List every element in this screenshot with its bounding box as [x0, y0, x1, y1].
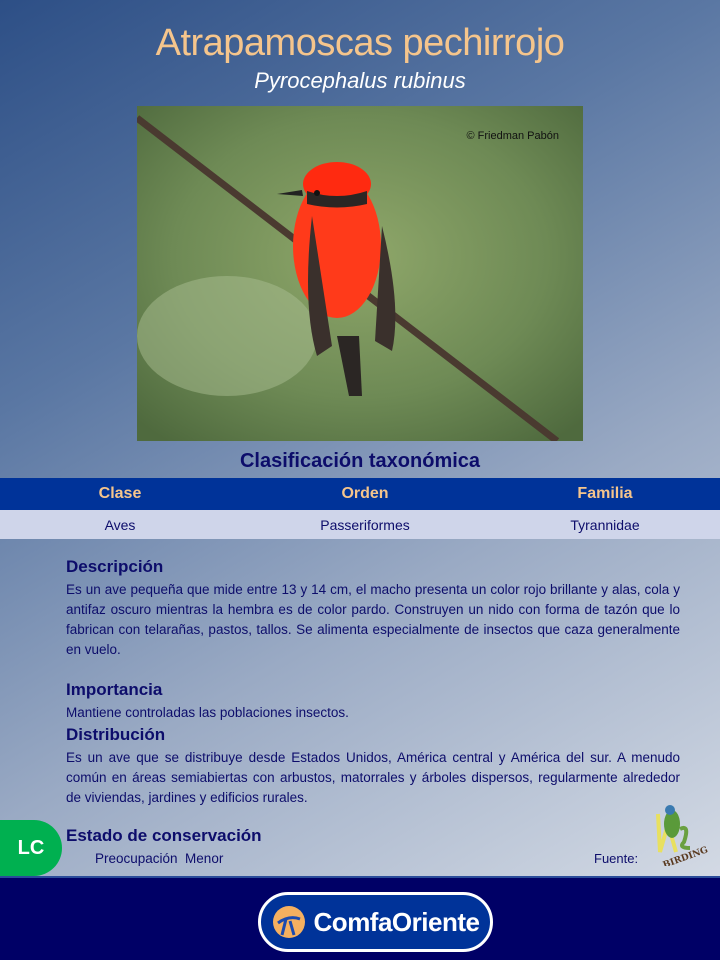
conservation-section: [66, 826, 680, 869]
description-text: Es un ave pequeña que mide entre 13 y 14 cm, el macho presenta un color rojo brillante y alas, cola y antifaz oscuro mientras la hembra es de color pardo. Construyen un nido con forma de tazón que lo fabrican con telarañas, pastos, tallos. Se alimenta especialmente de insectos que caza generalmente en vuelo.: [66, 582, 680, 657]
source-label: Fuente:: [594, 851, 639, 866]
value-clase: Aves: [104, 516, 136, 533]
comfaoriente-text: ComfaOriente: [313, 906, 480, 937]
conservation-status: Preocupación Menor: [95, 851, 224, 866]
comfaoriente-logo: [258, 892, 493, 952]
bird-photo: [137, 106, 583, 441]
birding-logo: [650, 804, 710, 871]
description-heading: Descripción: [66, 557, 164, 576]
page-title: Atrapamoscas pechirrojo: [155, 22, 565, 64]
description-section: [66, 557, 680, 660]
scientific-name: Pyrocephalus rubinus: [254, 68, 466, 93]
distribution-heading: Distribución: [66, 725, 166, 744]
conservation-badge: LC: [0, 820, 62, 876]
header-clase: Clase: [98, 485, 142, 502]
photo-credit: © Friedman Pabón: [466, 130, 559, 142]
value-orden: Passeriformes: [320, 516, 410, 533]
taxonomy-heading: Clasificación taxonómica: [239, 450, 481, 472]
conservation-heading: Estado de conservación: [66, 826, 262, 845]
value-familia: Tyrannidae: [570, 516, 640, 533]
importance-text: Mantiene controladas las poblaciones insectos.: [66, 705, 349, 720]
footer: [0, 876, 720, 960]
importance-section: [66, 680, 680, 723]
importance-heading: Importancia: [66, 680, 163, 699]
header-familia: Familia: [577, 485, 633, 502]
header-orden: Orden: [341, 485, 389, 502]
svg-text:BIRDING: BIRDING: [661, 845, 710, 866]
comfaoriente-emblem-icon: [272, 905, 306, 939]
distribution-text: Es un ave que se distribuye desde Estados Unidos, América central y América del sur. A menudo común en áreas semiabiertas con arbustos, matorrales y árboles dispersos, regularmente alrededor de viviendas, jardines y edificios rurales.: [66, 750, 680, 805]
distribution-section: [66, 725, 680, 808]
taxonomy-header-row: [0, 478, 720, 510]
taxonomy-value-row: [0, 510, 720, 539]
